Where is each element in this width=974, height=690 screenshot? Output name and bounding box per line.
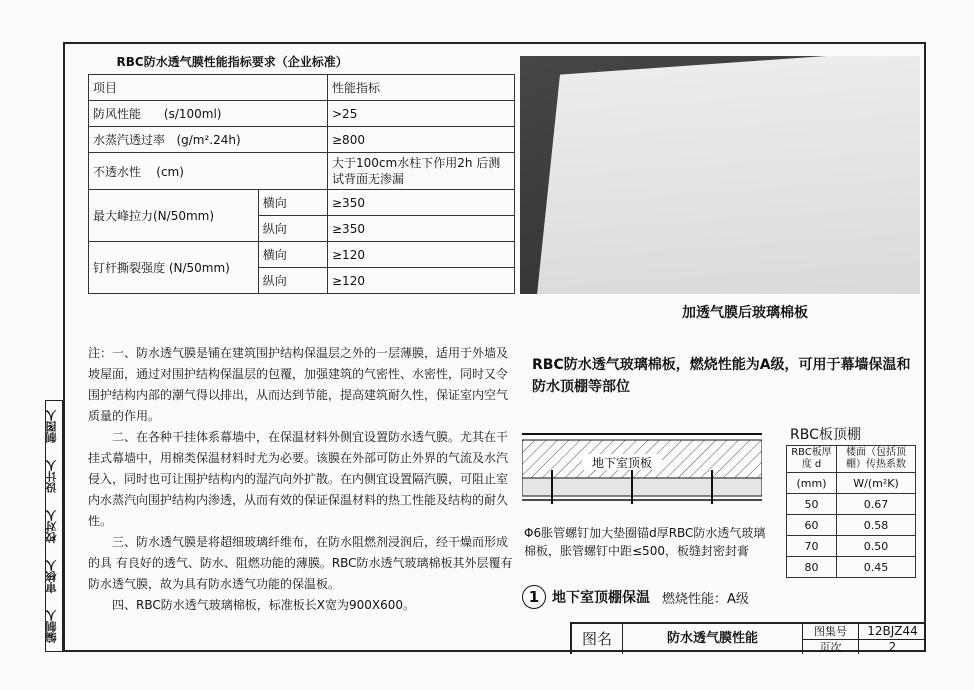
rbc-thickness: 70 <box>787 536 837 557</box>
spec-value: ≥120 <box>328 242 515 268</box>
rbc-col1-unit: (mm) <box>787 473 837 494</box>
spec-sub-label: 横向 <box>258 190 327 216</box>
title-block <box>570 622 926 654</box>
spec-row-tear: 钉杆撕裂强度 (N/50mm) <box>89 242 259 294</box>
sidebar-item: 制图人 <box>45 410 58 444</box>
rbc-coefficient: 0.67 <box>837 494 916 515</box>
spec-value: ≥350 <box>328 190 515 216</box>
note-paragraph: 三、防水透气膜是将超细玻璃纤维布，在防水阻燃剂浸润后，经干燥而形成的具 有良好的透气、防水、阻燃功能的薄膜。RBC防水透气玻璃棉板其外层覆有防水透气膜，故为具有防水透气功能的保温板。 <box>88 535 513 591</box>
rbc-thickness: 60 <box>787 515 837 536</box>
spec-header-item: 项目 <box>89 75 328 101</box>
rbc-col1-header: RBC板厚度 d <box>787 446 837 473</box>
note-paragraph: 注：一、防水透气膜是铺在建筑围护结构保温层之外的一层薄膜，适用于外墙及坡屋面，通过对围护结构保温层的包覆，加强建筑的气密性、水密性，同时又令围护结构内部的潮气得以排出，从而达到节能，提高建筑耐久性，保证室内空气质量的作用。 <box>88 346 509 423</box>
glass-wool-board-image <box>530 56 920 294</box>
rbc-table-title: RBC板顶棚 <box>790 427 861 443</box>
spec-row-tensile: 最大峰拉力(N/50mm) <box>89 190 259 242</box>
atlas-number: 12BJZ44 <box>859 624 926 640</box>
notes-block <box>88 343 518 616</box>
note-paragraph: 二、在各种干挂体系幕墙中，在保温材料外侧宜设置防水透气膜。尤其在干挂式幕墙中，用棉类保温材料时尤为必要。该膜在外部可防止外界的气流及水汽侵入，同时也可让围护结构内的湿汽向外扩散。在内侧宜设置隔汽膜，可阻止室内水蒸汽向围护结构内渗透，从而有效的保证保温材料的热工性能及结构的耐久性。 <box>88 430 509 528</box>
spec-header-value: 性能指标 <box>328 75 515 101</box>
spec-sub-label: 横向 <box>258 242 327 268</box>
spec-value: ≥120 <box>328 268 515 294</box>
detail-title <box>522 585 749 609</box>
title-label: 图名 <box>581 630 612 648</box>
diagram-label: 地下室顶板 <box>591 456 653 470</box>
photo-caption: 加透气膜后玻璃棉板 <box>682 305 808 321</box>
sidebar-item: 编制人 <box>45 610 58 644</box>
product-description: RBC防水透气玻璃棉板，燃烧性能为A级，可用于幕墙保温和防水顶棚等部位 <box>532 357 911 395</box>
spec-value-waterproof: 大于100cm水柱下作用2h 后测试背面无渗漏 <box>328 153 515 190</box>
spec-row-wind: 防风性能 (s/100ml) <box>89 101 328 127</box>
rbc-col2-unit: W/(m²K) <box>837 473 916 494</box>
rbc-table <box>786 445 916 578</box>
spec-value-vapor: ≥800 <box>328 127 515 153</box>
rbc-thickness: 80 <box>787 557 837 578</box>
spec-sub-label: 纵向 <box>258 268 327 294</box>
rbc-thickness: 50 <box>787 494 837 515</box>
page-number: 2 <box>888 640 897 654</box>
spec-sub-label: 纵向 <box>258 216 327 242</box>
spec-table-title: RBC防水透气膜性能指标要求（企业标准） <box>89 49 515 75</box>
detail-title-text: 地下室顶棚保温 <box>552 590 650 606</box>
product-photo <box>520 56 920 294</box>
note-paragraph: 四、RBC防水透气玻璃棉板，标准板长X宽为900X600。 <box>112 598 415 612</box>
page-label: 页次 <box>819 641 842 654</box>
spec-value: ≥350 <box>328 216 515 242</box>
detail-number: 1 <box>522 585 546 609</box>
rbc-coefficient: 0.50 <box>837 536 916 557</box>
ceiling-section-diagram <box>522 430 762 520</box>
rbc-coefficient: 0.58 <box>837 515 916 536</box>
signature-sidebar <box>45 400 63 652</box>
spec-value-wind: >25 <box>328 101 515 127</box>
rbc-col2-header: 楼面（包括顶棚）传热系数 <box>837 446 916 473</box>
sidebar-item: 审核人 <box>45 560 58 594</box>
atlas-label: 图集号 <box>803 624 858 640</box>
spec-row-waterproof: 不透水性 (cm) <box>89 153 328 190</box>
fire-rating: 燃烧性能：A级 <box>662 591 749 607</box>
spec-row-vapor: 水蒸汽透过率 (g/m².24h) <box>89 127 328 153</box>
sidebar-item: 校对人 <box>45 510 58 544</box>
rbc-coefficient: 0.45 <box>837 557 916 578</box>
sidebar-item: 设计人 <box>45 460 58 494</box>
drawing-title: 防水透气膜性能 <box>666 631 758 646</box>
diagram-note: Φ6胀管螺钉加大垫圈锚d厚RBC防水透气玻璃棉板，胀管螺钉中距≤500，板缝封密封膏 <box>524 526 766 558</box>
spec-table <box>88 49 515 294</box>
